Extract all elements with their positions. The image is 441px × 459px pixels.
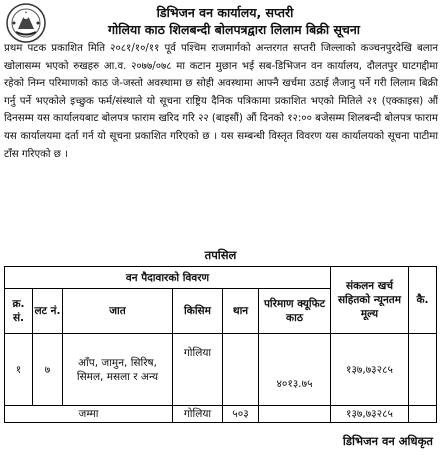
row-sn: १	[5, 334, 33, 406]
row-price: १३७,७३२८५	[331, 334, 409, 406]
total-pieces: ५०३	[223, 406, 259, 423]
lot-header: लट नं.	[33, 289, 63, 334]
schedule-heading: तपसिल	[204, 248, 237, 262]
min-price-header: संकलन खर्च सहितको न्यूनतम मूल्य	[331, 267, 409, 334]
row-pieces	[223, 334, 259, 406]
total-remark	[409, 406, 437, 423]
row-remark	[409, 334, 437, 406]
signatory-title: डिभिजन वन अधिकृत	[342, 434, 433, 448]
government-emblem-logo	[6, 3, 46, 43]
timber-table	[4, 266, 437, 423]
remarks-header: कै.	[409, 267, 437, 334]
total-price: १३७,७३२८५	[331, 406, 409, 423]
sn-header: क्र. सं.	[5, 289, 33, 334]
row-type: गोलिया	[173, 334, 223, 406]
office-name: डिभिजन वन कार्यालय, सप्तरी	[156, 5, 294, 20]
species-header: जात	[63, 289, 173, 334]
notice-title: गोलिया काठ शिलबन्दी बोलपत्रद्वारा लिलाम बिक्री सूचना	[107, 22, 361, 37]
total-volume	[259, 406, 331, 423]
volume-header: परिमाण क्यूफिट काठ	[259, 289, 331, 334]
type-header: किसिम	[173, 289, 223, 334]
forest-product-group-header: वन पैदावारको विवरण	[5, 267, 331, 289]
row-lot: ७	[33, 334, 63, 406]
row-species: आँप, जामुन, सिरिष, सिमल, मसला र अन्य	[63, 334, 173, 406]
total-row	[5, 406, 437, 423]
row-volume: ४०१३.७५	[259, 334, 331, 406]
total-label: जम्मा	[5, 406, 173, 423]
total-type: गोलिया	[173, 406, 223, 423]
notice-body: प्रथम पटक प्रकाशित मिति २०८१/१०/११ पूर्व पश्चिम राजमार्गको अन्तरगत सप्तरी जिल्लाको कञ्चनपुरदेखि बलान खोलासम्म भएको रुखहरु आ.व. २०७७/०७८ मा कटान मुछान भई सब-डिभिजन वन कार्यालय, दौलतपुर घाटगद्दीमा रहेको निम्न परिमाणको काठ जे-जस्तो अवस्थामा छ सोही अवस्थामा आफ्नै खर्चमा उठाई लैजानु पर्ने गरी लिलाम बिक्री गर्नु पर्ने भएकोले इच्छुक फर्म/संस्थाले यो सूचना राष्ट्रिय दैनिक पत्रिकामा प्रकाशित भएको मितिले २१ (एक्काइस) औं दिनसम्म यस कार्यालयबाट बोलपत्र फाराम खरिद गरि २२ (बाइसौं) औं दिनको १२:०० बजेसम्म शिलबन्दी बोलपत्र फाराम यस कार्यालयमा दर्ता गर्न यो सूचना प्रकाशित गरिएको छ । यस सम्बन्धी विस्तृत विवरण यस कार्यालयको सूचना पाटीमा टाँस गरिएको छ ।	[4, 43, 438, 160]
pieces-header: थान	[223, 289, 259, 334]
table-row	[5, 334, 437, 406]
